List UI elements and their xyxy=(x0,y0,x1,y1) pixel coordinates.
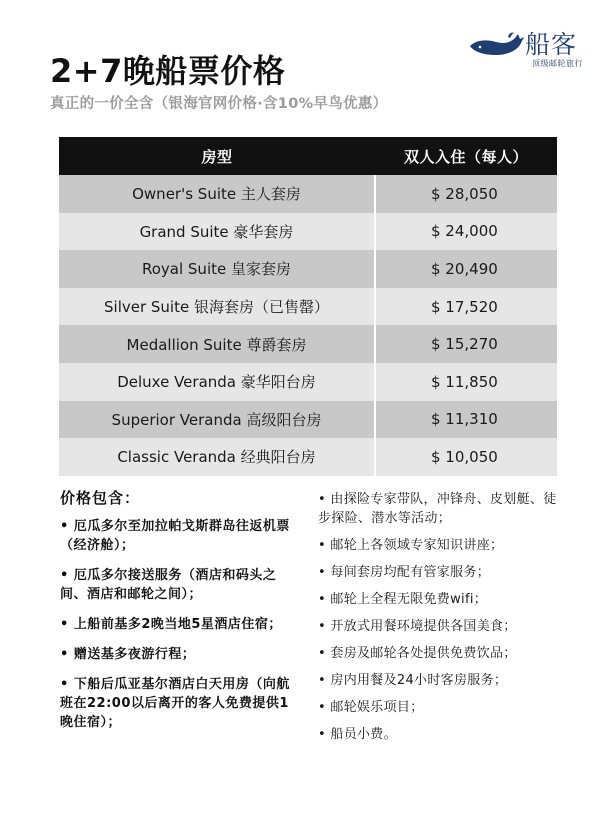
price-cell: $ 15,270 xyxy=(375,325,557,363)
table-row xyxy=(59,250,557,288)
list-item: • 开放式用餐环境提供各国美食； xyxy=(318,619,517,634)
room-type-cell: Classic Veranda 经典阳台房 xyxy=(59,438,375,476)
price-cell: $ 20,490 xyxy=(375,250,557,288)
list-item: • 赠送基多夜游行程； xyxy=(60,647,196,662)
price-cell: $ 24,000 xyxy=(375,213,557,251)
table-row xyxy=(59,363,557,401)
page-title: 2+7晚船票价格 xyxy=(50,52,286,90)
room-type-cell: Owner's Suite 主人套房 xyxy=(59,175,375,213)
list-item: • 套房及邮轮各处提供免费饮品； xyxy=(318,646,517,661)
table-row xyxy=(59,175,557,213)
includes-heading: 价格包含： xyxy=(60,489,141,507)
price-cell: $ 11,310 xyxy=(375,401,557,439)
room-type-cell: Royal Suite 皇家套房 xyxy=(59,250,375,288)
table-header-row xyxy=(59,137,557,175)
price-table xyxy=(59,137,557,476)
table-row xyxy=(59,401,557,439)
brand-logo xyxy=(468,24,588,72)
page-subtitle: 真正的一价全含（银海官网价格·含10%早鸟优惠） xyxy=(50,96,388,112)
list-item: • 下船后瓜亚基尔酒店白天用房（向航班在22:00以后离开的客人免费提供1晚住宿）； xyxy=(60,677,290,730)
table-row xyxy=(59,438,557,476)
list-item: • 上船前基多2晚当地5星酒店住宿； xyxy=(60,617,282,632)
list-item: • 邮轮娱乐项目； xyxy=(318,700,424,715)
list-item: • 每间套房均配有管家服务； xyxy=(318,565,491,580)
whale-icon xyxy=(468,30,526,60)
price-cell: $ 11,850 xyxy=(375,363,557,401)
list-item: • 船员小费。 xyxy=(318,727,397,742)
price-cell: $ 10,050 xyxy=(375,438,557,476)
list-item: • 邮轮上各领域专家知识讲座； xyxy=(318,538,504,553)
column-header-price: 双人入住（每人） xyxy=(375,137,557,175)
list-item: • 厄瓜多尔接送服务（酒店和码头之间、酒店和邮轮之间）； xyxy=(60,568,277,602)
room-type-cell: Superior Veranda 高级阳台房 xyxy=(59,401,375,439)
list-item: • 房内用餐及24小时客房服务； xyxy=(318,673,508,688)
logo-name: 船客 xyxy=(525,30,578,59)
table-row xyxy=(59,288,557,326)
room-type-cell: Medallion Suite 尊爵套房 xyxy=(59,325,375,363)
price-cell: $ 17,520 xyxy=(375,288,557,326)
includes-left-column xyxy=(60,487,300,743)
list-item: • 厄瓜多尔至加拉帕戈斯群岛往返机票（经济舱）； xyxy=(60,519,290,553)
room-type-cell: Deluxe Veranda 豪华阳台房 xyxy=(59,363,375,401)
table-row xyxy=(59,325,557,363)
room-type-cell: Silver Suite 银海套房（已售罄） xyxy=(59,288,375,326)
logo-tagline: 顶级邮轮旅行 xyxy=(532,59,583,68)
price-cell: $ 28,050 xyxy=(375,175,557,213)
list-item: • 邮轮上全程无限免费wifi； xyxy=(318,592,488,607)
room-type-cell: Grand Suite 豪华套房 xyxy=(59,213,375,251)
column-header-room-type: 房型 xyxy=(59,137,375,175)
list-item: • 由探险专家带队，冲锋舟、皮划艇、徒步探险、潜水等活动； xyxy=(318,492,557,526)
includes-right-column xyxy=(318,490,568,752)
table-row xyxy=(59,213,557,251)
